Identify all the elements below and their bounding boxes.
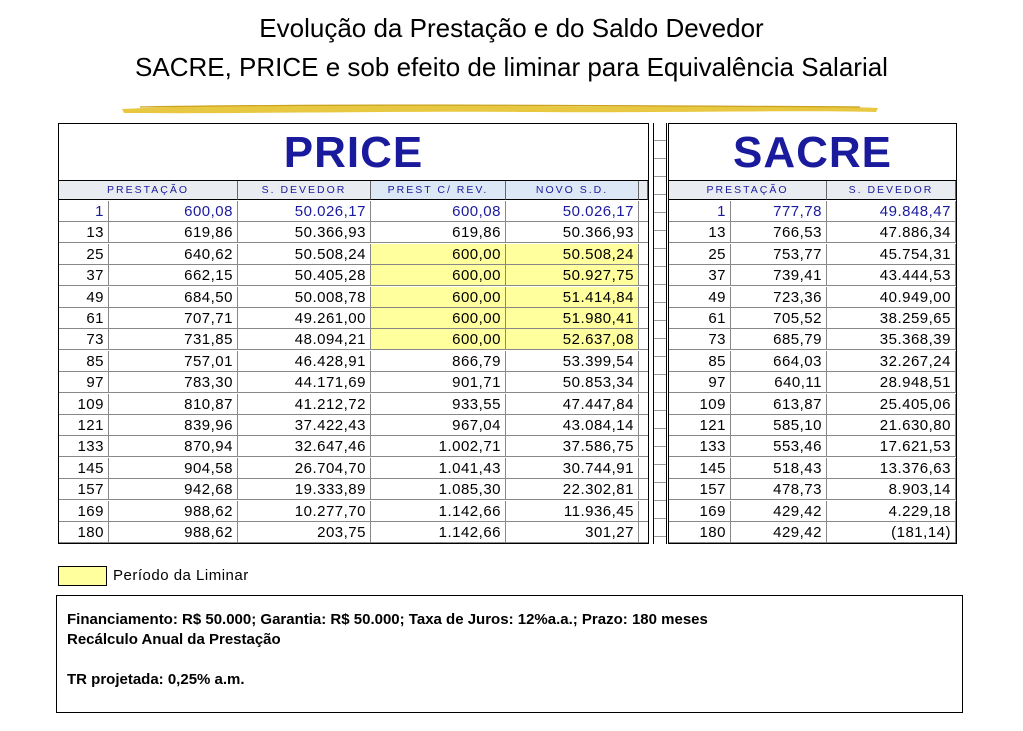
price-cell-month: 121 xyxy=(59,415,109,435)
price-cell-prestacao: 619,86 xyxy=(109,222,238,242)
price-cell-prest-rev: 967,04 xyxy=(371,415,506,435)
price-table-row xyxy=(59,244,648,265)
sacre-cell-month: 180 xyxy=(669,522,731,542)
price-cell-month: 37 xyxy=(59,265,109,285)
price-cell-novo-sd: 37.586,75 xyxy=(506,436,639,456)
price-cell-prestacao: 870,94 xyxy=(109,436,238,456)
sacre-table-row xyxy=(669,265,956,286)
sacre-cell-prestacao: 664,03 xyxy=(731,351,827,371)
sacre-table-row xyxy=(669,329,956,350)
price-cell-novo-sd: 50.026,17 xyxy=(506,201,639,221)
price-cell-saldo-devedor: 44.171,69 xyxy=(238,372,371,392)
sacre-cell-prestacao: 553,46 xyxy=(731,436,827,456)
sacre-table-row xyxy=(669,458,956,479)
price-table-row xyxy=(59,287,648,308)
sacre-table-row xyxy=(669,436,956,457)
price-cell-month: 73 xyxy=(59,329,109,349)
price-header-3: NOVO S.D. xyxy=(506,181,639,200)
price-cell-prestacao: 810,87 xyxy=(109,394,238,414)
price-cell-saldo-devedor: 32.647,46 xyxy=(238,436,371,456)
price-cell-prestacao: 662,15 xyxy=(109,265,238,285)
price-cell-saldo-devedor: 49.261,00 xyxy=(238,308,371,328)
price-cell-saldo-devedor: 50.008,78 xyxy=(238,287,371,307)
price-cell-month: 109 xyxy=(59,394,109,414)
sacre-table-row xyxy=(669,372,956,393)
price-cell-month: 25 xyxy=(59,244,109,264)
price-cell-novo-sd: 11.936,45 xyxy=(506,501,639,521)
price-cell-prest-rev: 619,86 xyxy=(371,222,506,242)
sacre-table-row xyxy=(669,351,956,372)
sacre-cell-month: 25 xyxy=(669,244,731,264)
sacre-cell-prestacao: 478,73 xyxy=(731,479,827,499)
price-table-row xyxy=(59,415,648,436)
price-cell-saldo-devedor: 50.026,17 xyxy=(238,201,371,221)
price-cell-month: 85 xyxy=(59,351,109,371)
sacre-cell-prestacao: 753,77 xyxy=(731,244,827,264)
sacre-title: SACRE xyxy=(669,124,956,181)
price-cell-prestacao: 757,01 xyxy=(109,351,238,371)
sacre-cell-month: 133 xyxy=(669,436,731,456)
price-table-row xyxy=(59,351,648,372)
sacre-cell-saldo-devedor: 13.376,63 xyxy=(827,458,956,478)
legend-swatch xyxy=(58,566,107,586)
sacre-cell-saldo-devedor: 43.444,53 xyxy=(827,265,956,285)
sacre-cell-saldo-devedor: 17.621,53 xyxy=(827,436,956,456)
price-cell-prest-rev: 1.002,71 xyxy=(371,436,506,456)
price-cell-prestacao: 904,58 xyxy=(109,458,238,478)
sacre-table-row xyxy=(669,287,956,308)
sacre-cell-saldo-devedor: 38.259,65 xyxy=(827,308,956,328)
price-table-row xyxy=(59,479,648,500)
sacre-cell-month: 1 xyxy=(669,201,731,221)
sacre-cell-saldo-devedor: 21.630,80 xyxy=(827,415,956,435)
sacre-table xyxy=(668,123,957,544)
price-cell-month: 61 xyxy=(59,308,109,328)
price-cell-novo-sd: 53.399,54 xyxy=(506,351,639,371)
price-table-row xyxy=(59,436,648,457)
price-cell-prest-rev: 901,71 xyxy=(371,372,506,392)
price-table-row xyxy=(59,308,648,329)
sacre-cell-month: 73 xyxy=(669,329,731,349)
sacre-table-row xyxy=(669,308,956,329)
sacre-cell-prestacao: 766,53 xyxy=(731,222,827,242)
separator-column xyxy=(653,123,667,544)
sacre-cell-month: 61 xyxy=(669,308,731,328)
sacre-cell-saldo-devedor: 28.948,51 xyxy=(827,372,956,392)
price-header-4 xyxy=(639,181,648,200)
sacre-cell-month: 37 xyxy=(669,265,731,285)
sacre-cell-prestacao: 723,36 xyxy=(731,287,827,307)
price-cell-prest-rev: 600,08 xyxy=(371,201,506,221)
price-table-row xyxy=(59,522,648,543)
price-cell-month: 157 xyxy=(59,479,109,499)
price-cell-novo-sd: 47.447,84 xyxy=(506,394,639,414)
sacre-cell-saldo-devedor: 32.267,24 xyxy=(827,351,956,371)
price-cell-prestacao: 684,50 xyxy=(109,287,238,307)
sacre-cell-month: 145 xyxy=(669,458,731,478)
price-cell-prest-rev: 600,00 xyxy=(371,265,506,285)
sacre-cell-prestacao: 518,43 xyxy=(731,458,827,478)
sacre-cell-saldo-devedor: 40.949,00 xyxy=(827,287,956,307)
price-table-row xyxy=(59,501,648,522)
price-cell-saldo-devedor: 41.212,72 xyxy=(238,394,371,414)
price-cell-saldo-devedor: 10.277,70 xyxy=(238,501,371,521)
sacre-table-row xyxy=(669,501,956,522)
price-cell-prest-rev: 1.041,43 xyxy=(371,458,506,478)
sacre-cell-prestacao: 429,42 xyxy=(731,522,827,542)
sacre-table-row xyxy=(669,201,956,222)
sacre-cell-month: 169 xyxy=(669,501,731,521)
price-cell-prest-rev: 600,00 xyxy=(371,308,506,328)
price-cell-novo-sd: 301,27 xyxy=(506,522,639,542)
price-table-row xyxy=(59,265,648,286)
brush-stroke-divider xyxy=(120,97,880,119)
title-line-2: SACRE, PRICE e sob efeito de liminar para Equivalência Salarial xyxy=(135,52,888,82)
title-line-1: Evolução da Prestação e do Saldo Devedor xyxy=(259,13,764,43)
price-cell-prest-rev: 600,00 xyxy=(371,329,506,349)
price-cell-prestacao: 640,62 xyxy=(109,244,238,264)
sacre-cell-prestacao: 685,79 xyxy=(731,329,827,349)
price-cell-saldo-devedor: 50.508,24 xyxy=(238,244,371,264)
price-cell-month: 97 xyxy=(59,372,109,392)
sacre-table-row xyxy=(669,222,956,243)
price-cell-saldo-devedor: 46.428,91 xyxy=(238,351,371,371)
sacre-header-0: PRESTAÇÃO xyxy=(669,181,827,200)
price-cell-month: 1 xyxy=(59,201,109,221)
sacre-cell-month: 121 xyxy=(669,415,731,435)
sacre-cell-month: 13 xyxy=(669,222,731,242)
sacre-cell-prestacao: 613,87 xyxy=(731,394,827,414)
price-header-1: S. DEVEDOR xyxy=(238,181,371,200)
sacre-cell-prestacao: 585,10 xyxy=(731,415,827,435)
price-cell-prestacao: 731,85 xyxy=(109,329,238,349)
info-line-1: Financiamento: R$ 50.000; Garantia: R$ 50.000; Taxa de Juros: 12%a.a.; Prazo: 180 meses xyxy=(67,611,708,628)
price-cell-month: 169 xyxy=(59,501,109,521)
price-cell-saldo-devedor: 50.405,28 xyxy=(238,265,371,285)
sacre-table-row xyxy=(669,415,956,436)
legend-label: Período da Liminar xyxy=(113,567,249,584)
price-cell-prestacao: 600,08 xyxy=(109,201,238,221)
price-cell-prestacao: 783,30 xyxy=(109,372,238,392)
price-cell-month: 13 xyxy=(59,222,109,242)
price-header-2: PREST C/ REV. xyxy=(371,181,506,200)
sacre-cell-saldo-devedor: 35.368,39 xyxy=(827,329,956,349)
price-cell-prest-rev: 1.085,30 xyxy=(371,479,506,499)
price-cell-saldo-devedor: 50.366,93 xyxy=(238,222,371,242)
sacre-cell-prestacao: 429,42 xyxy=(731,501,827,521)
price-cell-saldo-devedor: 37.422,43 xyxy=(238,415,371,435)
price-cell-saldo-devedor: 19.333,89 xyxy=(238,479,371,499)
price-cell-novo-sd: 43.084,14 xyxy=(506,415,639,435)
price-cell-novo-sd: 50.366,93 xyxy=(506,222,639,242)
price-cell-prest-rev: 933,55 xyxy=(371,394,506,414)
price-cell-novo-sd: 30.744,91 xyxy=(506,458,639,478)
price-cell-month: 145 xyxy=(59,458,109,478)
sacre-table-row xyxy=(669,244,956,265)
price-cell-novo-sd: 50.927,75 xyxy=(506,265,639,285)
sacre-cell-saldo-devedor: 45.754,31 xyxy=(827,244,956,264)
sacre-table-row xyxy=(669,394,956,415)
price-cell-prest-rev: 1.142,66 xyxy=(371,501,506,521)
info-line-2: Recálculo Anual da Prestação xyxy=(67,631,281,648)
info-line-3: TR projetada: 0,25% a.m. xyxy=(67,671,245,688)
sacre-cell-saldo-devedor: 49.848,47 xyxy=(827,201,956,221)
sacre-cell-saldo-devedor: 25.405,06 xyxy=(827,394,956,414)
price-table-row xyxy=(59,201,648,222)
sacre-cell-saldo-devedor: (181,14) xyxy=(827,522,956,542)
sacre-cell-month: 97 xyxy=(669,372,731,392)
sacre-cell-month: 49 xyxy=(669,287,731,307)
price-cell-saldo-devedor: 48.094,21 xyxy=(238,329,371,349)
sacre-cell-prestacao: 640,11 xyxy=(731,372,827,392)
sacre-cell-month: 85 xyxy=(669,351,731,371)
price-cell-prest-rev: 600,00 xyxy=(371,287,506,307)
price-table-row xyxy=(59,394,648,415)
price-cell-novo-sd: 51.414,84 xyxy=(506,287,639,307)
price-table-row xyxy=(59,372,648,393)
price-cell-month: 133 xyxy=(59,436,109,456)
price-cell-prest-rev: 600,00 xyxy=(371,244,506,264)
price-cell-saldo-devedor: 203,75 xyxy=(238,522,371,542)
price-cell-prestacao: 707,71 xyxy=(109,308,238,328)
price-cell-prestacao: 942,68 xyxy=(109,479,238,499)
sacre-cell-month: 157 xyxy=(669,479,731,499)
price-cell-prestacao: 988,62 xyxy=(109,501,238,521)
price-cell-novo-sd: 51.980,41 xyxy=(506,308,639,328)
price-cell-prest-rev: 1.142,66 xyxy=(371,522,506,542)
price-cell-month: 49 xyxy=(59,287,109,307)
sacre-cell-saldo-devedor: 47.886,34 xyxy=(827,222,956,242)
sacre-cell-month: 109 xyxy=(669,394,731,414)
price-cell-month: 180 xyxy=(59,522,109,542)
financing-info-box xyxy=(56,595,963,713)
sacre-header-1: S. DEVEDOR xyxy=(827,181,956,200)
price-cell-novo-sd: 50.508,24 xyxy=(506,244,639,264)
sacre-cell-saldo-devedor: 4.229,18 xyxy=(827,501,956,521)
price-table-row xyxy=(59,458,648,479)
sacre-cell-prestacao: 777,78 xyxy=(731,201,827,221)
price-cell-novo-sd: 50.853,34 xyxy=(506,372,639,392)
sacre-cell-saldo-devedor: 8.903,14 xyxy=(827,479,956,499)
sacre-cell-prestacao: 739,41 xyxy=(731,265,827,285)
price-table-row xyxy=(59,222,648,243)
price-cell-prestacao: 988,62 xyxy=(109,522,238,542)
price-cell-saldo-devedor: 26.704,70 xyxy=(238,458,371,478)
price-table xyxy=(58,123,649,544)
sacre-table-row xyxy=(669,479,956,500)
price-table-row xyxy=(59,329,648,350)
sacre-cell-prestacao: 705,52 xyxy=(731,308,827,328)
price-header-0: PRESTAÇÃO xyxy=(59,181,238,200)
price-title: PRICE xyxy=(59,124,648,181)
price-cell-novo-sd: 52.637,08 xyxy=(506,329,639,349)
price-cell-prest-rev: 866,79 xyxy=(371,351,506,371)
price-cell-novo-sd: 22.302,81 xyxy=(506,479,639,499)
price-cell-prestacao: 839,96 xyxy=(109,415,238,435)
sacre-table-row xyxy=(669,522,956,543)
